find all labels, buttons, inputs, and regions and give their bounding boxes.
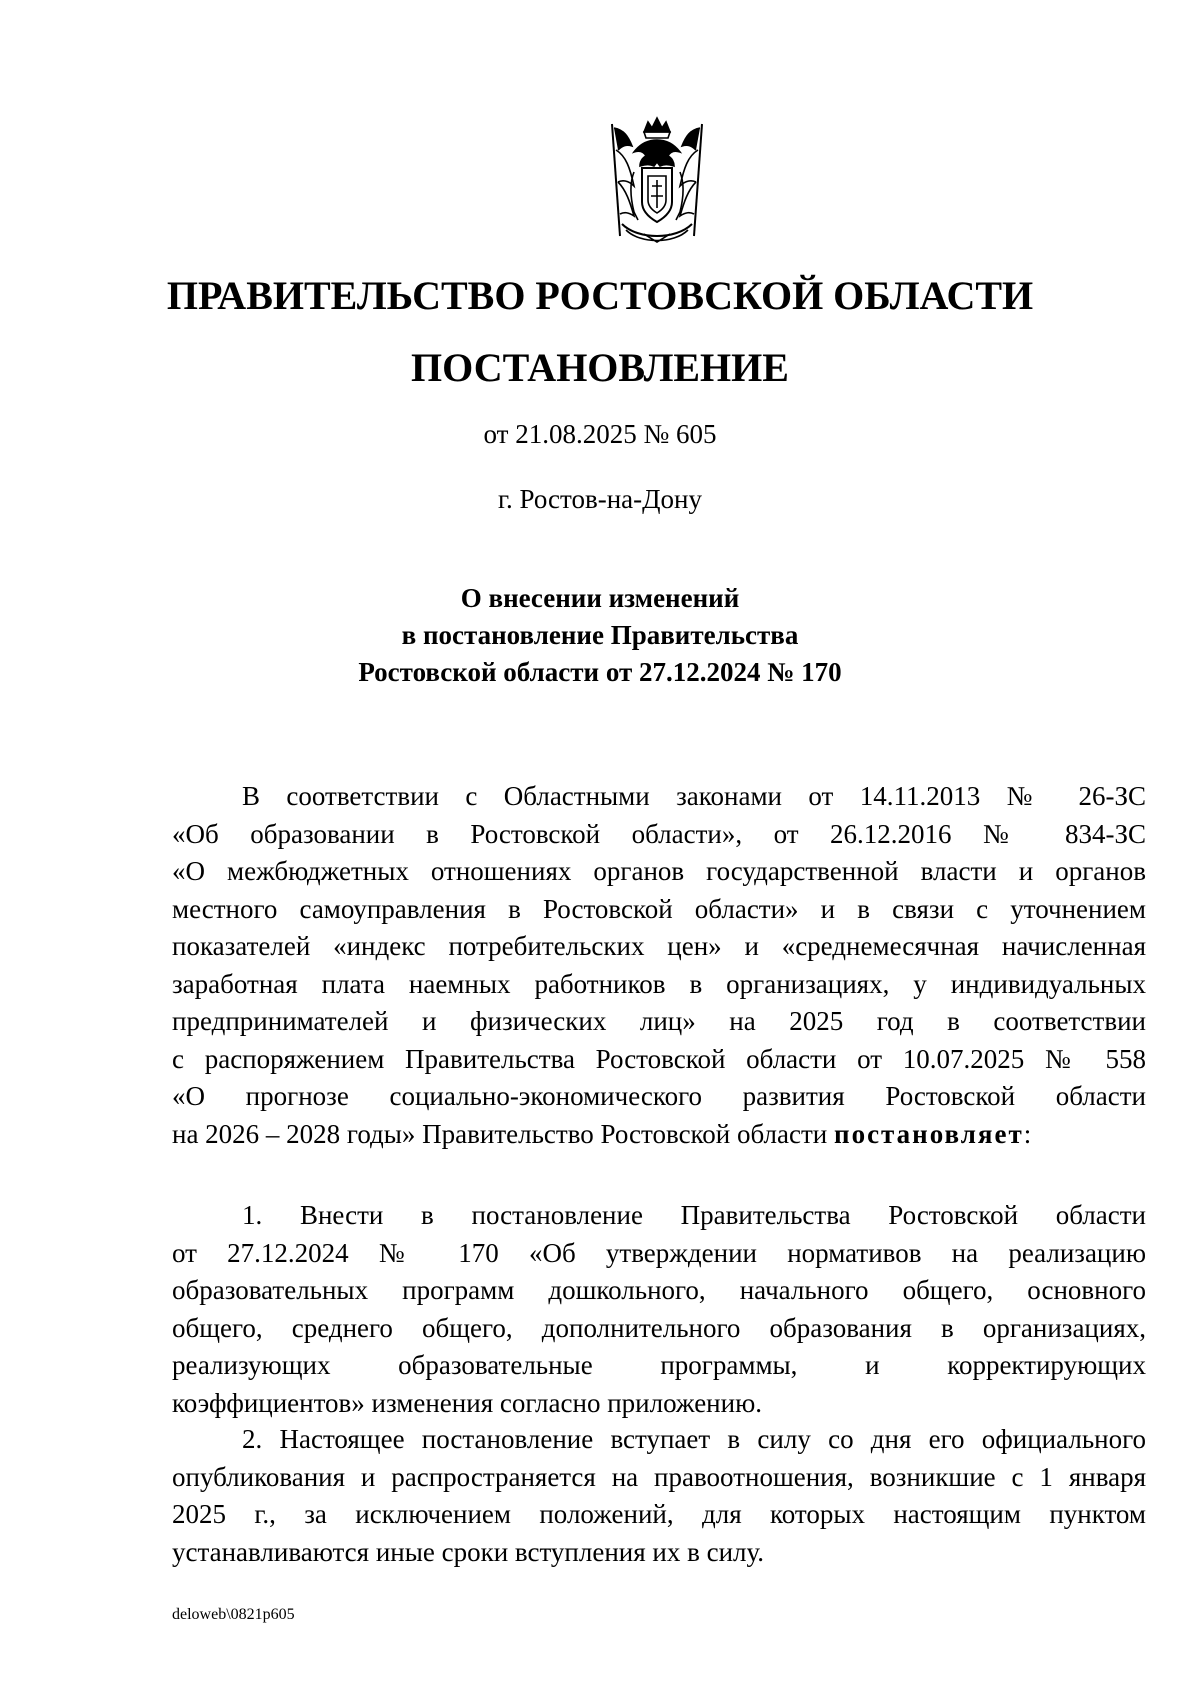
government-title: ПРАВИТЕЛЬСТВО РОСТОВСКОЙ ОБЛАСТИ bbox=[166, 273, 1034, 318]
text-line: 1. Внести в постановление Правительства Ростовской области bbox=[242, 1200, 1146, 1230]
preamble-paragraph bbox=[172, 778, 1146, 1153]
subject-line: в постановление Правительства bbox=[401, 620, 799, 650]
text-line: от 27.12.2024 № 170 «Об утверждении нормативов на реализацию bbox=[172, 1237, 1146, 1268]
text-line: с распоряжением Правительства Ростовской области от 10.07.2025 № 558 bbox=[172, 1043, 1146, 1074]
text-line: опубликования и распространяется на правоотношения, возникшие с 1 января bbox=[172, 1461, 1146, 1492]
decree-colon: : bbox=[1023, 1118, 1032, 1149]
document-footer-code: deloweb\0821p605 bbox=[172, 1606, 295, 1623]
text-line: 2025 г., за исключением положений, для которых настоящим пунктом bbox=[172, 1499, 1146, 1529]
subject-line: О внесении изменений bbox=[460, 583, 740, 613]
text-line: общего, среднего общего, дополнительного образования в организациях, bbox=[172, 1312, 1146, 1343]
text-line-last: коэффициентов» изменения согласно приложению. bbox=[172, 1387, 762, 1418]
text-line: реализующих образовательные программы, и корректирующих bbox=[172, 1350, 1146, 1380]
coat-of-arms-emblem bbox=[604, 116, 710, 248]
text-line-last: устанавливаются иные сроки вступления их в силу. bbox=[172, 1536, 765, 1567]
point-1-paragraph bbox=[172, 1197, 1146, 1422]
preamble-last-text: на 2026 – 2028 годы» Правительство Ростовской области bbox=[172, 1118, 828, 1149]
text-line: образовательных программ дошкольного, начального общего, основного bbox=[172, 1275, 1146, 1305]
text-line: 2. Настоящее постановление вступает в силу со дня его официального bbox=[242, 1424, 1146, 1454]
document-type-title: ПОСТАНОВЛЕНИЕ bbox=[411, 345, 789, 390]
document-subject bbox=[0, 580, 1200, 691]
text-line: «Об образовании в Ростовской области», от 26.12.2016 № 834-ЗС bbox=[172, 818, 1146, 849]
point-2-paragraph bbox=[172, 1421, 1146, 1571]
document-city: г. Ростов-на-Дону bbox=[497, 484, 702, 514]
text-line: «О прогнозе социально-экономического развития Ростовской области bbox=[172, 1081, 1146, 1111]
text-line: «О межбюджетных отношениях органов государственной власти и органов bbox=[172, 856, 1146, 886]
text-line: предпринимателей и физических лиц» на 2025 год в соответствии bbox=[172, 1006, 1146, 1036]
text-line: показателей «индекс потребительских цен» и «среднемесячная начисленная bbox=[172, 931, 1146, 961]
text-line-last bbox=[172, 1116, 1146, 1154]
subject-line: Ростовской области от 27.12.2024 № 170 bbox=[358, 657, 842, 687]
decree-word: постановляет bbox=[834, 1118, 1024, 1149]
document-date-number: от 21.08.2025 № 605 bbox=[483, 419, 717, 449]
text-line: местного самоуправления в Ростовской области» и в связи с уточнением bbox=[172, 893, 1146, 924]
text-line: заработная плата наемных работников в организациях, у индивидуальных bbox=[172, 968, 1146, 999]
text-line: В соответствии с Областными законами от 14.11.2013 № 26-ЗС bbox=[242, 781, 1146, 811]
